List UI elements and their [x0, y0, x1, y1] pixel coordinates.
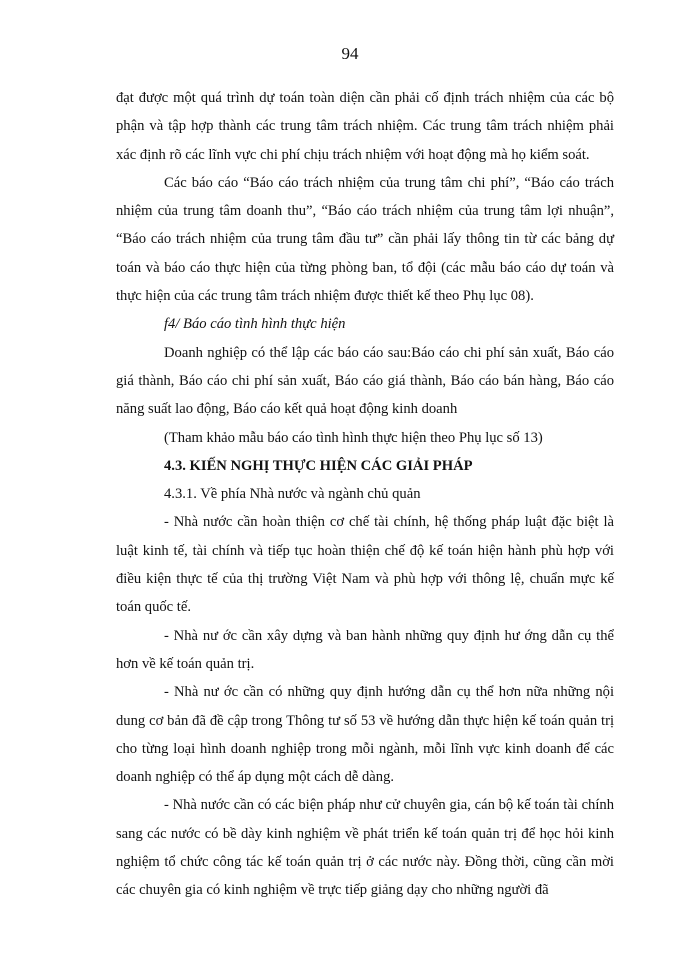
page-number: 94 — [341, 44, 359, 63]
subsection-heading-4-3-1: 4.3.1. Về phía Nhà nước và ngành chủ quản — [164, 486, 421, 503]
section-heading-4-3: 4.3. KIẾN NGHỊ THỰC HIỆN CÁC GIẢI PHÁP — [164, 457, 473, 474]
paragraph-financial-mechanism: - Nhà nước cần hoàn thiện cơ chế tài chính, hệ thống pháp luật đặc biệt là luật kinh tế, tài chính và tiếp tục hoàn thiện chế độ kế toán hiện hành phù hợp với điều kiện thực tế của thị trường Việt Nam và phù hợp với thông lệ, chuẩn mực kế toán quốc tế. — [116, 514, 614, 616]
paragraph-appendix-reference: (Tham khảo mẫu báo cáo tình hình thực hiện theo Phụ lục số 13) — [164, 429, 543, 446]
subsection-title-f4: f4/ Báo cáo tình hình thực hiện — [164, 316, 346, 333]
paragraph-responsibility-centers: đạt được một quá trình dự toán toàn diện cần phải cố định trách nhiệm của các bộ phận và tập hợp thành các trung tâm trách nhiệm. Các trung tâm trách nhiệm phải xác định rõ các lĩnh vực chi phí chịu trách nhiệm với hoạt động mà họ kiểm soát. — [116, 90, 614, 163]
paragraph-experts-training: - Nhà nước cần có các biện pháp như cử chuyên gia, cán bộ kế toán tài chính sang các nước có bề dày kinh nghiệm về phát triển kế toán quản trị để học hỏi kinh nghiệm tổ chức công tác kế toán quản trị ở các nước này. Đồng thời, cũng cần mời các chuyên gia có kinh nghiệm về trực tiếp giảng dạy cho những người đã — [116, 797, 614, 899]
paragraph-management-accounting-guidance: - Nhà nư ớc cần xây dựng và ban hành những quy định hư ớng dẫn cụ thể hơn về kế toán quản trị. — [116, 627, 614, 672]
paragraph-responsibility-reports: Các báo cáo “Báo cáo trách nhiệm của trung tâm chi phí”, “Báo cáo trách nhiệm của trung tâm doanh thu”, “Báo cáo trách nhiệm của trung tâm lợi nhuận”, “Báo cáo trách nhiệm của trung tâm đầu tư” cần phải lấy thông tin từ các bảng dự toán và báo cáo thực hiện của từng phòng ban, tổ đội (các mẫu báo cáo dự toán và thực hiện của các trung tâm trách nhiệm được thiết kế theo Phụ lục 08). — [116, 174, 614, 305]
document-body — [116, 84, 614, 905]
paragraph-circular-53: - Nhà nư ớc cần có những quy định hướng dẫn cụ thể hơn nữa những nội dung cơ bản đã đề cập trong Thông tư số 53 về hướng dẫn thực hiện kế toán quản trị cho từng loại hình doanh nghiệp trong mỗi ngành, mỗi lĩnh vực kinh doanh để các doanh nghiệp có thể áp dụng một cách dễ dàng. — [116, 684, 614, 786]
paragraph-report-types: Doanh nghiệp có thể lập các báo cáo sau:Báo cáo chi phí sản xuất, Báo cáo giá thành, Báo cáo chi phí sản xuất, Báo cáo giá thành, Báo cáo bán hàng, Báo cáo năng suất lao động, Báo cáo kết quả hoạt động kinh doanh — [116, 344, 614, 418]
